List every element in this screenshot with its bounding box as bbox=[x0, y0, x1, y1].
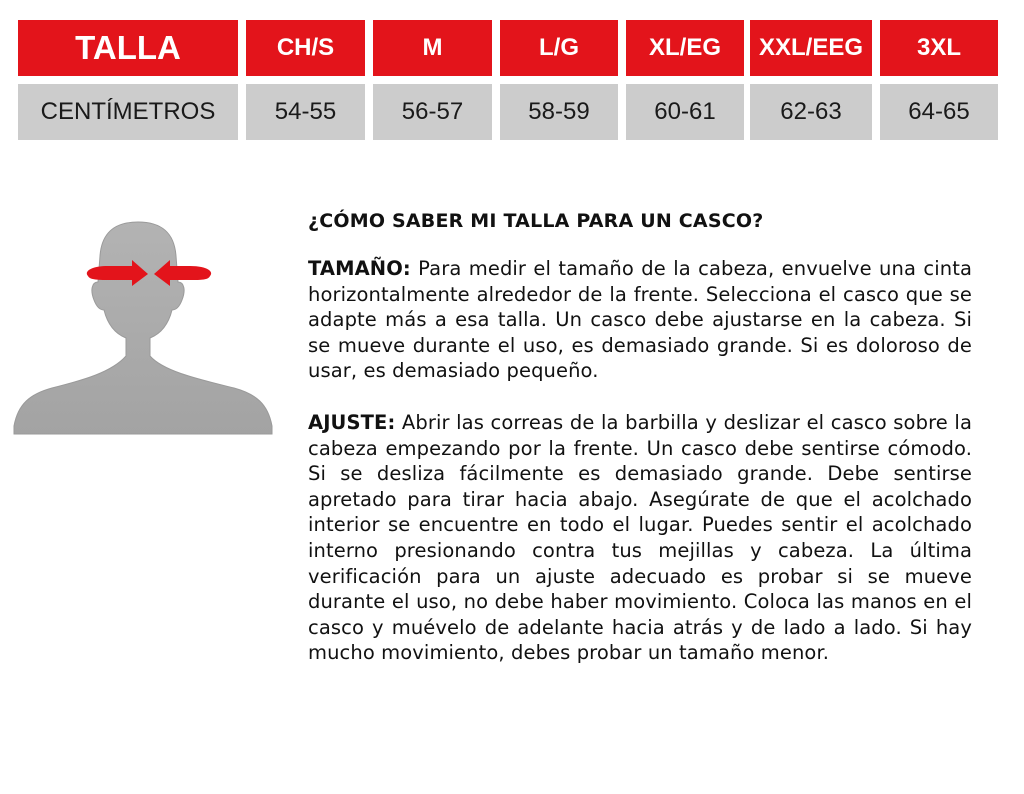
header-size-3xl: 3XL bbox=[880, 20, 998, 76]
header-size-l: L/G bbox=[500, 20, 618, 76]
row-label-centimetros: CENTÍMETROS bbox=[18, 84, 238, 140]
head-measurement-icon bbox=[12, 220, 274, 440]
header-talla: TALLA bbox=[18, 20, 238, 76]
fit-label: AJUSTE: bbox=[308, 410, 396, 434]
size-paragraph bbox=[308, 256, 972, 384]
fit-paragraph bbox=[308, 410, 972, 666]
header-size-xl: XL/EG bbox=[626, 20, 744, 76]
value-xl: 60-61 bbox=[626, 84, 744, 140]
fit-text: Abrir las correas de la barbilla y deslizar el casco sobre la cabeza empezando por la frente. Un casco debe sentirse cómodo. Si se desliza fácilmente es demasiado grande. Debe sentirse apretado para tirar hacia abajo. Asegúrate de que el acolchado interior se encuentre en todo el lugar. Puedes sentir el acolchado interno presionando contra tus mejillas y cabeza. La última verificación para un ajuste adecuado es probar si se mueve durante el uso, no debe haber movimiento. Coloca las manos en el casco y muévelo de adelante hacia atrás y de lado a lado. Si hay mucho movimiento, debes probar un tamaño menor. bbox=[308, 410, 972, 665]
header-size-m: M bbox=[373, 20, 492, 76]
size-text: Para medir el tamaño de la cabeza, envuelve una cinta horizontalmente alrededor de la frente. Selecciona el casco que se adapte más a esa talla. Un casco debe ajustarse en la cabeza. Si se mueve durante el uso, es demasiado grande. Si es doloroso de usar, es demasiado pequeño. bbox=[308, 257, 972, 383]
size-label: TAMAÑO: bbox=[308, 257, 411, 280]
size-guide bbox=[308, 208, 972, 692]
value-l: 58-59 bbox=[500, 84, 618, 140]
value-xxl: 62-63 bbox=[750, 84, 872, 140]
value-3xl: 64-65 bbox=[880, 84, 998, 140]
guide-title: ¿CÓMO SABER MI TALLA PARA UN CASCO? bbox=[308, 210, 764, 232]
size-table bbox=[0, 0, 1024, 150]
header-size-xxl: XXL/EEG bbox=[750, 20, 872, 76]
value-m: 56-57 bbox=[373, 84, 492, 140]
header-size-ch: CH/S bbox=[246, 20, 365, 76]
value-ch: 54-55 bbox=[246, 84, 365, 140]
